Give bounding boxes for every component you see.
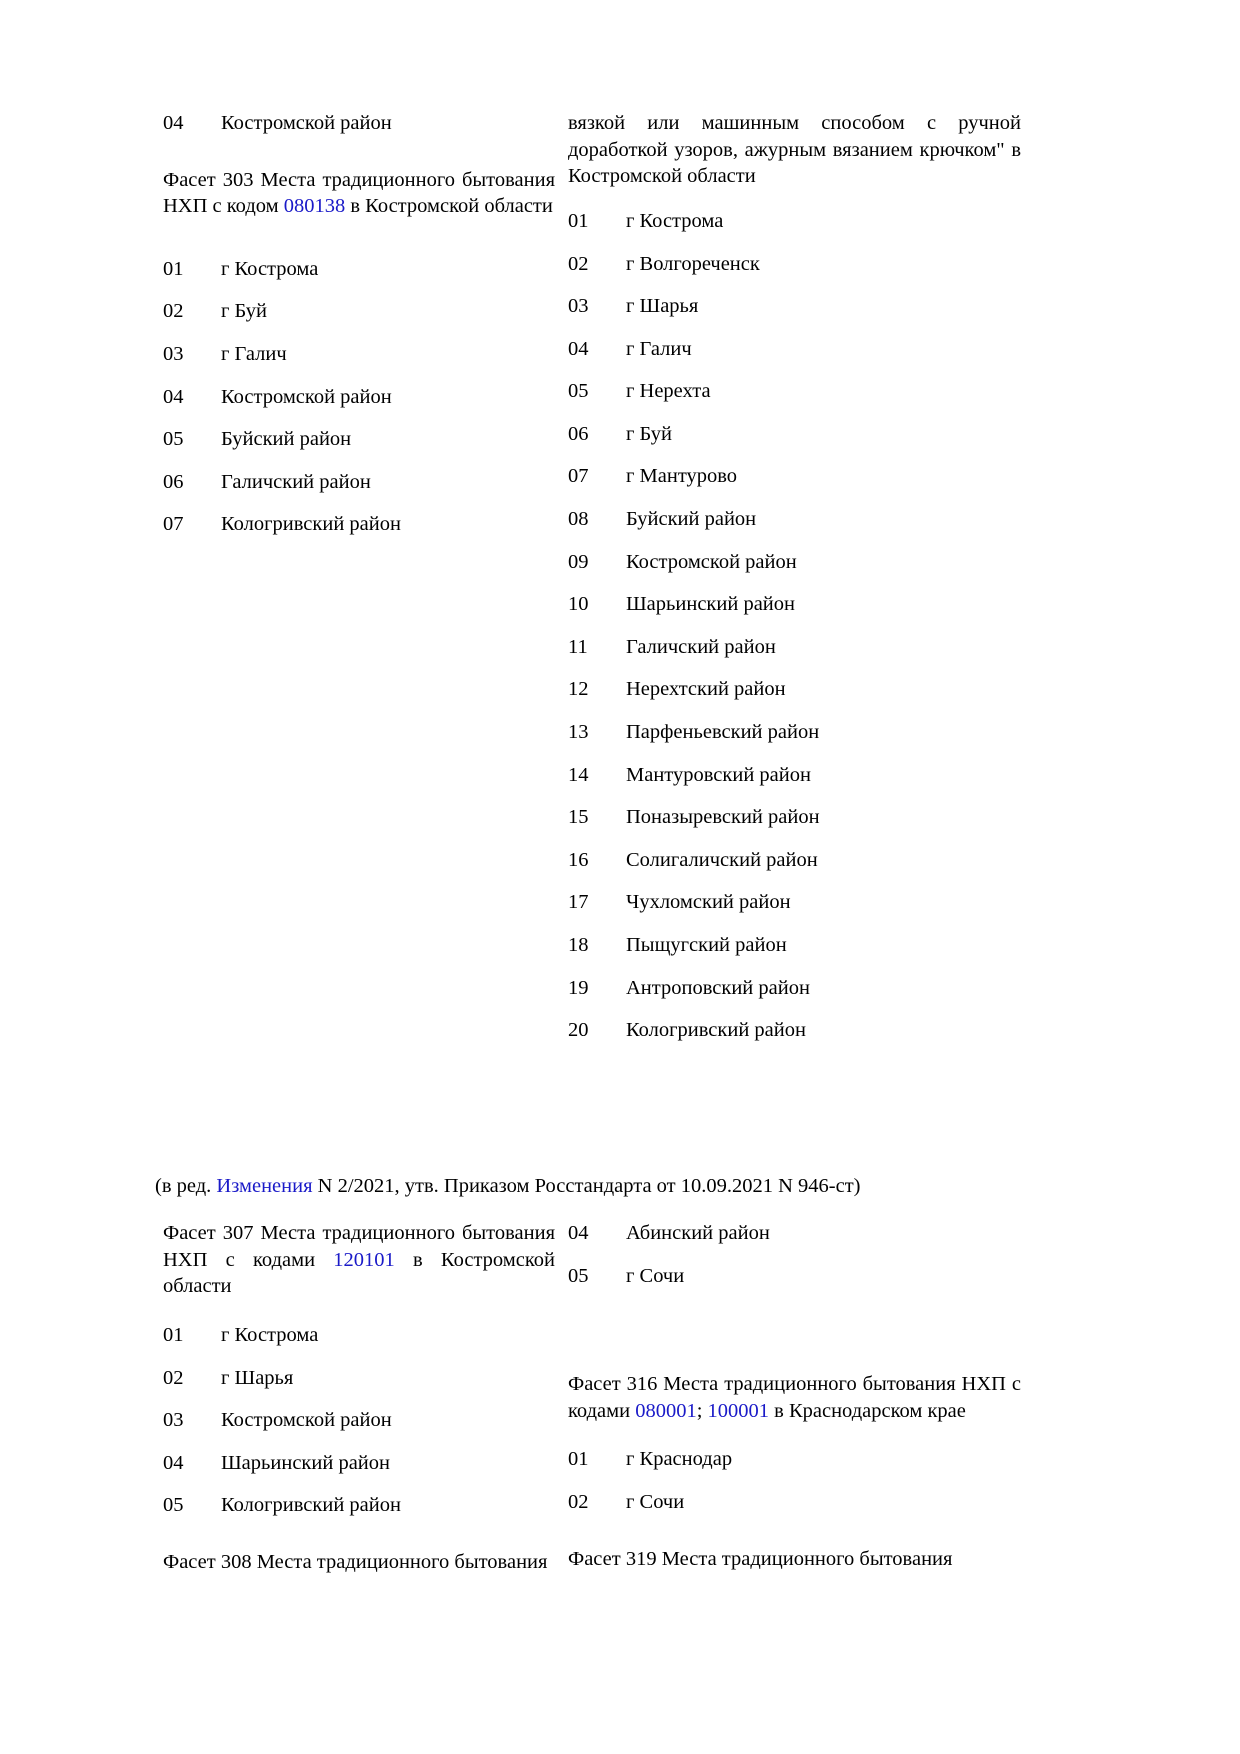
facet-303-heading-suffix: в Костромской области (345, 195, 553, 218)
row-label: Кологривский район (221, 1494, 401, 1517)
row-label: г Буй (626, 422, 673, 445)
row-code: 02 (568, 252, 589, 275)
table-row (568, 676, 1021, 719)
facet-316-rows (568, 1446, 1021, 1531)
top-right-rows (568, 208, 1021, 1060)
table-row (568, 378, 1021, 421)
spacer (568, 1305, 1021, 1341)
table-row (568, 719, 1021, 762)
row-code: 03 (163, 343, 184, 366)
amendment-note-prefix: (в ред. (155, 1174, 217, 1197)
row-label: г Буй (221, 300, 268, 323)
table-row (568, 251, 1021, 294)
row-label: г Нерехта (626, 380, 711, 403)
row-code: 01 (568, 209, 589, 232)
table-row (163, 110, 555, 153)
facet-316-code-link-1[interactable]: 080001 (635, 1399, 697, 1422)
table-row (568, 889, 1021, 932)
row-label: Буйский район (221, 428, 352, 451)
facet-307-code-link[interactable]: 120101 (333, 1248, 395, 1271)
row-label: Кологривский район (221, 513, 401, 536)
table-row (568, 634, 1021, 677)
facet-316-heading (568, 1371, 1021, 1424)
facet-316-code-link-2[interactable]: 100001 (707, 1399, 770, 1422)
row-code: 02 (163, 1366, 184, 1389)
row-label: г Мантурово (626, 465, 738, 488)
row-code: 04 (163, 385, 184, 408)
row-code: 07 (163, 513, 184, 536)
table-row (568, 591, 1021, 634)
row-code: 05 (568, 1264, 589, 1287)
row-label: Солигаличский район (626, 848, 818, 871)
row-label: Нерехтский район (626, 678, 786, 701)
row-code: 15 (568, 806, 589, 829)
spacer (568, 1532, 1021, 1546)
row-label: г Волгореченск (626, 252, 760, 275)
row-code: 01 (163, 257, 184, 280)
spacer (163, 1535, 555, 1549)
table-row (568, 975, 1021, 1018)
table-row (568, 208, 1021, 251)
spacer (568, 1424, 1021, 1446)
table-row (163, 1407, 555, 1450)
row-label: Шарьинский район (221, 1451, 390, 1474)
table-row (568, 336, 1021, 379)
facet-308-heading-partial: Фасет 308 Места традиционного бытования (163, 1550, 548, 1573)
row-code: 01 (568, 1448, 589, 1471)
row-label: г Кострома (221, 1323, 319, 1346)
table-row (163, 341, 555, 384)
row-code: 05 (163, 428, 184, 451)
row-label: г Краснодар (626, 1448, 733, 1471)
row-code: 03 (568, 295, 589, 318)
table-row (568, 1446, 1021, 1489)
table-row (163, 384, 555, 427)
row-code: 04 (163, 1451, 184, 1474)
table-row (163, 256, 555, 299)
row-code: 06 (163, 470, 184, 493)
table-row (568, 1489, 1021, 1532)
table-row (163, 511, 555, 554)
table-row (568, 506, 1021, 549)
row-label: г Галич (626, 337, 692, 360)
table-row (163, 1365, 555, 1408)
table-row (163, 1450, 555, 1493)
row-code: 18 (568, 934, 589, 957)
row-code: 12 (568, 678, 589, 701)
row-code: 04 (568, 1222, 589, 1244)
row-label: Мантуровский район (626, 763, 811, 786)
row-label: Кологривский район (626, 1019, 806, 1042)
row-code: 06 (568, 422, 589, 445)
row-label: г Сочи (626, 1491, 685, 1514)
row-label: г Сочи (626, 1264, 685, 1287)
row-label: Антроповский район (626, 976, 810, 999)
table-row (163, 426, 555, 469)
row-code: 07 (568, 465, 589, 488)
table-row (568, 1017, 1021, 1060)
amendment-note-suffix: N 2/2021, утв. Приказом Росстандарта от 10.09.2021 N 946-ст) (312, 1174, 861, 1197)
table-row (568, 1263, 1021, 1306)
table-row (163, 1322, 555, 1365)
row-label: Костромской район (221, 1409, 392, 1432)
table-row (163, 1492, 555, 1535)
row-label: Буйский район (626, 508, 757, 531)
row-code: 10 (568, 593, 589, 616)
row-code: 13 (568, 721, 589, 744)
table-row (568, 421, 1021, 464)
row-label: Шарьинский район (626, 593, 795, 616)
facet-307-heading-suffix: в Костромской области (163, 1248, 555, 1298)
row-code: 05 (568, 380, 589, 403)
facet-heading-continuation: вязкой или машинным способом с ручной доработкой узоров, ажурным вязанием крючком" в Костромской области (568, 112, 1021, 188)
row-label: Пыщугский район (626, 934, 787, 957)
facet-303-heading-prefix: Фасет 303 Места традиционного бытования НХП с кодом (163, 168, 555, 218)
row-code: 08 (568, 508, 589, 531)
top-right-column (568, 110, 1021, 1060)
row-label: Парфеньевский район (626, 721, 820, 744)
row-label: г Кострома (221, 257, 319, 280)
row-label: Костромской район (221, 385, 392, 408)
facet-307-rows (163, 1322, 555, 1535)
row-code: 11 (568, 635, 588, 658)
amendment-note (155, 1173, 1035, 1200)
table-row (568, 463, 1021, 506)
row-code: 20 (568, 1019, 589, 1042)
row-label: Галичский район (626, 635, 776, 658)
spacer (568, 190, 1021, 208)
table-row (163, 469, 555, 512)
row-code: 05 (163, 1494, 184, 1517)
table-row (568, 293, 1021, 336)
row-label: Галичский район (221, 470, 371, 493)
row-code: 02 (163, 300, 184, 323)
table-row (568, 549, 1021, 592)
row-label: Абинский район (626, 1222, 770, 1244)
amendment-link[interactable]: Изменения (216, 1174, 313, 1197)
row-code: 09 (568, 550, 589, 573)
facet-313-carry-rows (568, 1220, 1021, 1305)
row-code: 19 (568, 976, 589, 999)
row-code: 03 (163, 1409, 184, 1432)
row-code: 04 (568, 337, 589, 360)
facet-303-rows (163, 256, 555, 554)
spacer (163, 220, 555, 256)
spacer (163, 1300, 555, 1322)
facet-316-heading-suffix: в Краснодарском крае (769, 1399, 966, 1422)
table-row (568, 847, 1021, 890)
facet-316-code-separator: ; (696, 1399, 708, 1422)
table-row (163, 298, 555, 341)
facet-303-heading (163, 167, 555, 220)
row-label: Костромской район (221, 112, 392, 134)
table-row (568, 1220, 1021, 1263)
top-left-column (163, 110, 555, 554)
row-label: г Галич (221, 343, 287, 366)
spacer (568, 1341, 1021, 1371)
table-row (568, 804, 1021, 847)
row-label: Поназыревский район (626, 806, 820, 829)
row-label: г Шарья (626, 295, 699, 318)
facet-319-heading-partial: Фасет 319 Места традиционного бытования (568, 1547, 953, 1570)
row-code: 04 (163, 112, 184, 134)
row-label: Костромской район (626, 550, 797, 573)
spacer (163, 153, 555, 167)
table-row (568, 762, 1021, 805)
row-code: 01 (163, 1323, 184, 1346)
row-label: г Шарья (221, 1366, 294, 1389)
row-code: 02 (568, 1491, 589, 1514)
table-row (568, 932, 1021, 975)
row-code: 14 (568, 763, 589, 786)
row-label: г Кострома (626, 209, 724, 232)
facet-307-heading (163, 1220, 555, 1300)
row-code: 17 (568, 891, 589, 914)
row-label: Чухломский район (626, 891, 791, 914)
facet-303-code-link[interactable]: 080138 (283, 195, 346, 218)
facet-316-heading-prefix: Фасет 316 Места традиционного бытования НХП с кодами (568, 1373, 1021, 1422)
bottom-right-column (568, 1220, 1021, 1572)
facet-307-heading-prefix: Фасет 307 Места традиционного бытования НХП с кодами (163, 1222, 555, 1271)
row-code: 16 (568, 848, 589, 871)
bottom-left-column (163, 1220, 555, 1576)
